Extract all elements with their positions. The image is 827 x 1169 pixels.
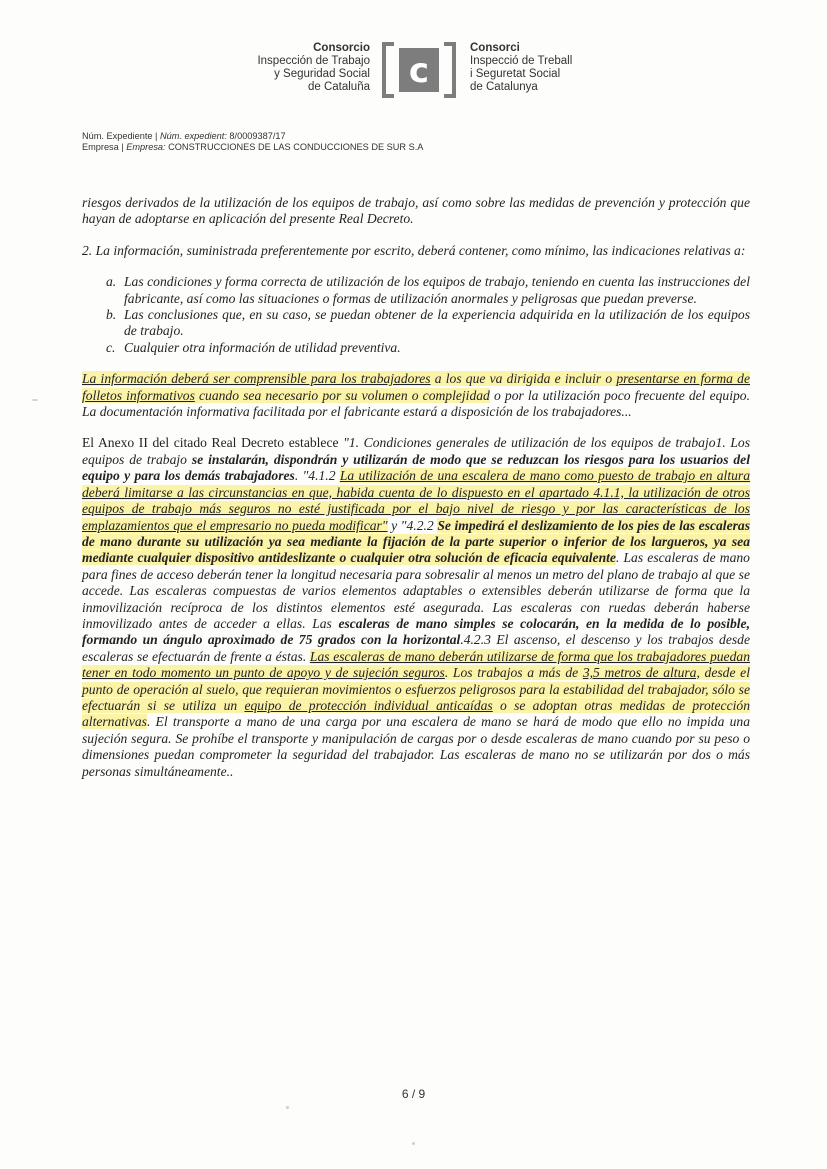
- indications-list: [82, 274, 750, 356]
- scan-mark: [32, 399, 38, 401]
- header-left-line-4: de Cataluña: [307, 81, 370, 93]
- expedient-line: Núm. Expediente | Núm. expedient: 8/0009387/17: [82, 131, 286, 141]
- company-line: Empresa | Empresa: CONSTRUCCIONES DE LAS CONDUCCIONES DE SUR S.A: [82, 142, 424, 152]
- header-right-line-4: de Catalunya: [470, 81, 538, 93]
- document-body: [82, 195, 750, 795]
- header-left-line-1: Consorcio: [313, 42, 370, 54]
- list-item: b. Las conclusiones que, en su caso, se puedan obtener de la experiencia adquirida en la utilización de los equipos de trabajo.: [106, 307, 750, 339]
- header-org-spanish: [200, 42, 370, 94]
- page-number: 6 / 9: [401, 1087, 426, 1101]
- header-right-line-3: i Seguretat Social: [470, 68, 561, 80]
- case-metadata: [82, 131, 682, 153]
- header-left-line-2: Inspección de Trabajo: [257, 55, 370, 67]
- scan-mark: [412, 1142, 415, 1145]
- paragraph-3: La información deberá ser comprensible para los trabajadores a los que va dirigida e incluir o presentarse en forma de folletos informativos cuando sea necesario por su volumen o complejidad o por la utilización poco frecuente del equipo. La documentación informativa facilitada por el fabricante estará a disposición de los trabajadores...: [82, 371, 750, 420]
- list-item: c. Cualquier otra información de utilidad preventiva.: [106, 339, 401, 355]
- consorcio-logo-icon: [380, 42, 458, 98]
- header-right-line-2: Inspecció de Treball: [470, 55, 573, 67]
- header-org-catalan: [470, 42, 640, 94]
- scan-mark: [286, 1106, 289, 1109]
- paragraph-2: 2. La información, suministrada preferentemente por escrito, deberá contener, como mínimo, las indicaciones relativas a:: [82, 242, 746, 258]
- paragraph-1: riesgos derivados de la utilización de los equipos de trabajo, así como sobre las medidas de prevención y protección que hayan de adoptarse en aplicación del presente Real Decreto.: [82, 195, 750, 227]
- list-item: a. Las condiciones y forma correcta de utilización de los equipos de trabajo, teniendo en cuenta las instrucciones del fabricante, así como las situaciones o formas de utilización anormales y peligrosas que puedan preverse.: [106, 274, 750, 306]
- header-right-line-1: Consorci: [470, 42, 520, 54]
- paragraph-4: El Anexo II del citado Real Decreto establece "1. Condiciones generales de utilización de los equipos de trabajo1. Los equipos de trabajo se instalarán, dispondrán y utilizarán de modo que se reduzcan los riesgos para los usuarios del equipo y para los demás trabajadores. "4.1.2 La utilización de una escalera de mano como puesto de trabajo en altura deberá limitarse a las circunstancias en que, habida cuenta de lo dispuesto en el apartado 4.1.1, la utilización de otros equipos de trabajo más seguros no esté justificada por el bajo nivel de riesgo y por las características de los emplazamientos que el empresario no pueda modificar" y "4.2.2 Se impedirá el deslizamiento de los pies de las escaleras de mano durante su utilización ya sea mediante la fijación de la parte superior o inferior de los largueros, ya sea mediante cualquier dispositivo antideslizante o cualquier otra solución de eficacia equivalente. Las escaleras de mano para fines de acceso deberán tener la longitud necesaria para sobresalir al menos un metro del plano de trabajo al que se accede. Las escaleras compuestas de varios elementos adaptables o extensibles deberán utilizarse de forma que la inmovilización recíproca de los distintos elementos esté asegurada. Las escaleras con ruedas deberán haberse inmovilizado antes de acceder a ellas. Las escaleras de mano simples se colocarán, en la medida de lo posible, formando un ángulo aproximado de 75 grados con la horizontal.4.2.3 El ascenso, el descenso y los trabajos desde escaleras se efectuarán de frente a éstas. Las escaleras de mano deberán utilizarse de forma que los trabajadores puedan tener en todo momento un punto de apoyo y de sujeción seguros. Los trabajos a más de 3,5 metros de altura, desde el punto de operación al suelo, que requieran movimientos o esfuerzos peligrosos para la estabilidad del trabajador, sólo se efectuarán si se utiliza un equipo de protección individual anticaídas o se adoptan otras medidas de protección alternativas. El transporte a mano de una carga por una escalera de mano se hará de modo que ello no impida una sujeción segura. Se prohíbe el transporte y manipulación de cargas por o desde escaleras de mano cuando por su peso o dimensiones puedan comprometer la seguridad del trabajador. Las escaleras de mano no se utilizarán por dos o más personas simultáneamente..: [82, 435, 750, 779]
- logo-glyph: c: [408, 51, 430, 91]
- header-left-line-3: y Seguridad Social: [274, 68, 370, 80]
